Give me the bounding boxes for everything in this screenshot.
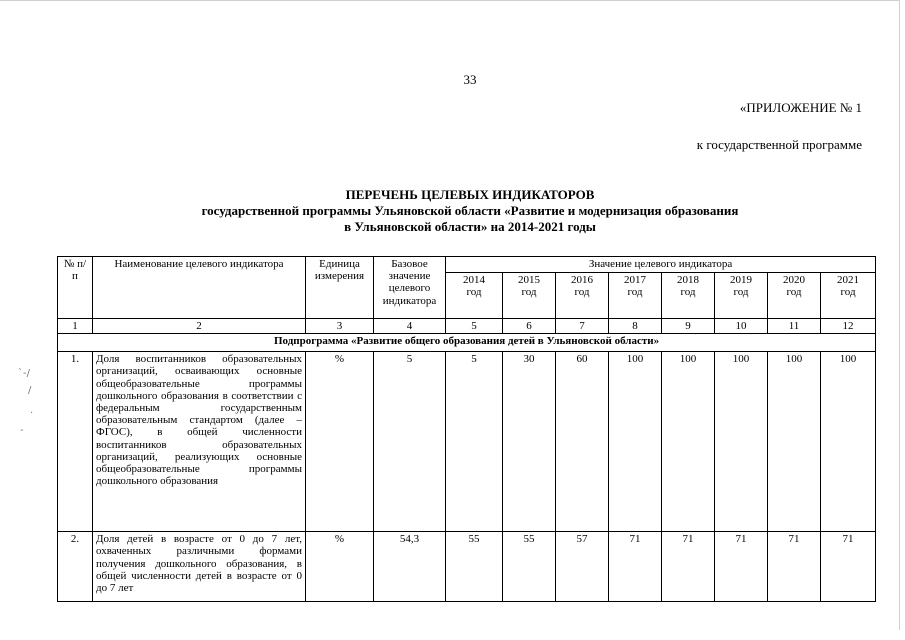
row-value-2014: 5 [446,352,503,532]
column-number-row [58,319,876,334]
row-value-2017: 71 [609,532,662,602]
column-number: 8 [609,319,662,334]
column-number: 7 [556,319,609,334]
margin-mark: / [28,385,32,396]
row-num: 1. [58,352,93,532]
header-year: 2016 год [556,273,609,319]
row-indicator-name: Доля детей в возрасте от 0 до 7 лет, охваченных различными формами получения дошкольного образования, в общей численности детей в возрасте от 0 до 7 лет [93,532,306,602]
table-row [58,352,876,532]
page-number: 33 [463,72,477,87]
row-unit: % [306,352,374,532]
row-value-2017: 100 [609,352,662,532]
column-number: 9 [662,319,715,334]
row-value-2016: 57 [556,532,609,602]
document-title [120,187,820,235]
column-number: 10 [715,319,768,334]
column-number: 6 [503,319,556,334]
page-border-right [899,0,900,630]
appendix-title: «ПРИЛОЖЕНИЕ № 1 [739,100,862,115]
row-value-2019: 71 [715,532,768,602]
column-number: 3 [306,319,374,334]
row-value-2021: 100 [821,352,876,532]
column-number: 5 [446,319,503,334]
column-number: 11 [768,319,821,334]
row-unit: % [306,532,374,602]
header-year: 2015 год [503,273,556,319]
header-year: 2017 год [609,273,662,319]
title-line-1: ПЕРЕЧЕНЬ ЦЕЛЕВЫХ ИНДИКАТОРОВ [345,187,595,202]
row-value-2018: 100 [662,352,715,532]
row-num: 2. [58,532,93,602]
margin-mark: · [30,408,34,419]
row-base-value: 54,3 [374,532,446,602]
header-year: 2020 год [768,273,821,319]
header-values-group: Значение целевого индикатора [446,257,876,273]
row-value-2016: 60 [556,352,609,532]
column-number: 2 [93,319,306,334]
header-num: № п/п [58,257,93,319]
row-value-2020: 100 [768,352,821,532]
row-value-2014: 55 [446,532,503,602]
margin-mark: - [20,425,24,436]
header-base: Базовое значение целевого индикатора [374,257,446,319]
page-border-top [0,0,900,1]
row-value-2015: 55 [503,532,556,602]
header-year: 2021 год [821,273,876,319]
header-year: 2019 год [715,273,768,319]
row-value-2015: 30 [503,352,556,532]
row-base-value: 5 [374,352,446,532]
column-number: 12 [821,319,876,334]
column-number: 1 [58,319,93,334]
title-line-2: государственной программы Ульяновской области «Развитие и модернизация образования [201,203,739,218]
header-year: 2018 год [662,273,715,319]
header-year: 2014 год [446,273,503,319]
column-number: 4 [374,319,446,334]
table-row [58,532,876,602]
subprogram-heading: Подпрограмма «Развитие общего образования детей в Ульяновской области» [58,334,876,352]
margin-mark: ˋ-/ [18,368,30,379]
header-name: Наименование целевого индикатора [93,257,306,319]
indicators-table [57,256,876,602]
row-value-2018: 71 [662,532,715,602]
header-unit: Единица измерения [306,257,374,319]
row-value-2021: 71 [821,532,876,602]
row-value-2019: 100 [715,352,768,532]
appendix-subtitle: к государственной программе [696,137,862,152]
row-value-2020: 71 [768,532,821,602]
row-indicator-name: Доля воспитанников образовательных организаций, осваивающих основные общеобразовательные программы дошкольного образования в соответствии с федеральным государственным образовательным стандартом (далее – ФГОС), в общей численности воспитанников образовательных организаций, реализующих основные общеобразовательные программы дошкольного образования [93,352,306,532]
title-line-3: в Ульяновской области» на 2014-2021 годы [344,219,596,234]
